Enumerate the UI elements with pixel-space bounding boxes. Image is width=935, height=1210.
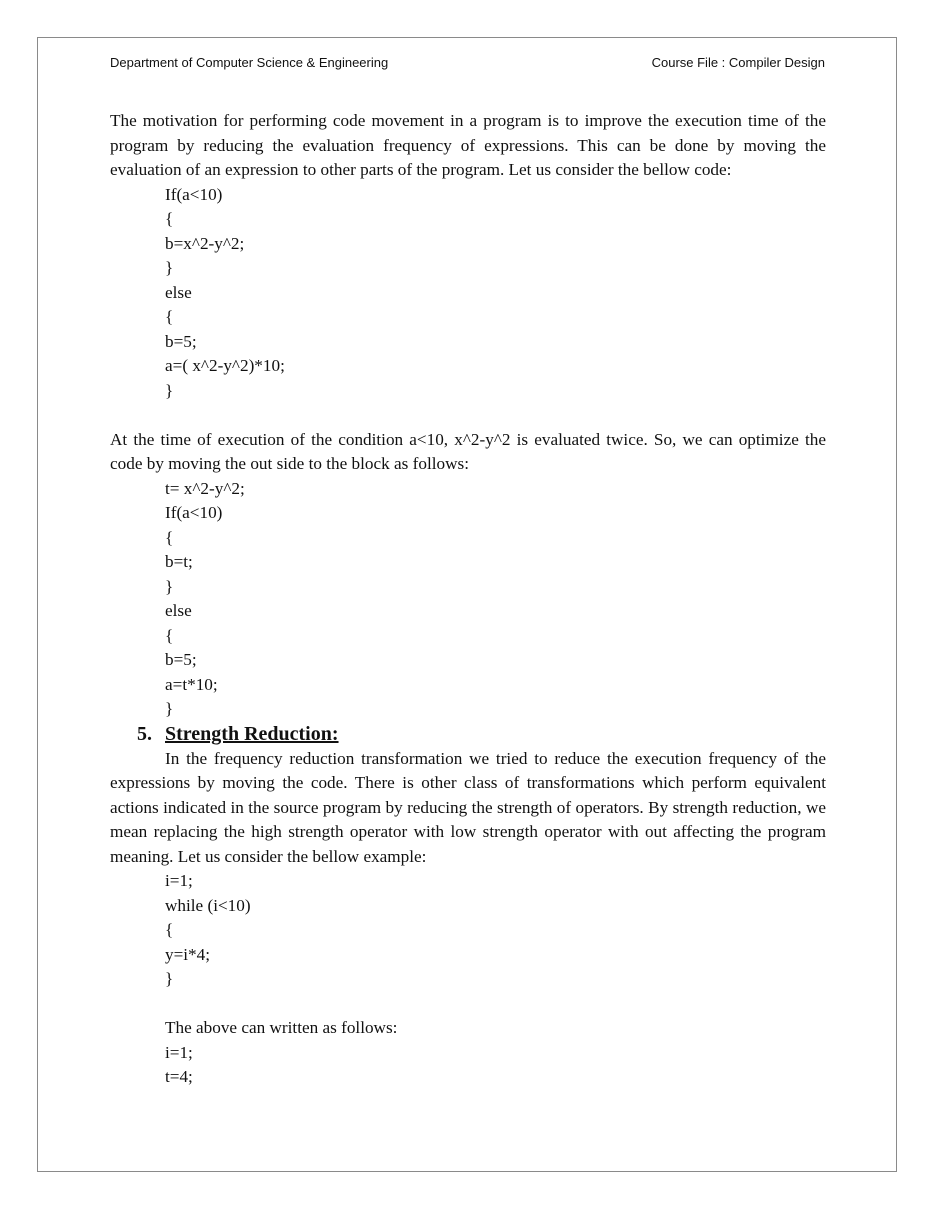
- section-heading: [110, 721, 826, 747]
- code-line: a=( x^2-y^2)*10;: [165, 356, 285, 375]
- code-line: {: [165, 307, 174, 326]
- code-line: }: [165, 380, 174, 400]
- section-number: 5.: [137, 722, 152, 745]
- code-line: If(a<10): [165, 184, 223, 204]
- code-line: a=t*10;: [165, 674, 218, 694]
- code-line: {: [165, 625, 174, 645]
- code-line: while (i<10): [165, 895, 251, 915]
- code-line: b=5;: [165, 331, 197, 351]
- code-line: }: [165, 576, 174, 596]
- code-line: i=1;: [165, 871, 193, 890]
- section-paragraph: In the frequency reduction transformation we tried to reduce the execution frequency of the expressions by moving the code. There is other class of transformations which perform equivalent actions indicated in the source program by reducing the strength of operators. By strength reduction, we mean replacing the high strength operator with low strength operator with out affecting the program meaning. Let us consider the bellow example:: [110, 748, 826, 866]
- code-line: else: [165, 282, 192, 302]
- middle-paragraph: At the time of execution of the condition a<10, x^2-y^2 is evaluated twice. So, we can optimize the code by moving the out side to the block as follows:: [110, 429, 826, 473]
- code-line: y=i*4;: [165, 944, 211, 964]
- code-block-3: [110, 869, 826, 992]
- code-line: If(a<10): [165, 503, 223, 522]
- code-line: }: [165, 699, 174, 718]
- page-content: [110, 109, 826, 1090]
- code-block-1: [110, 183, 826, 404]
- header-department: Department of Computer Science & Engineering: [110, 55, 389, 70]
- code-line: {: [165, 209, 174, 228]
- code-line: }: [165, 258, 174, 277]
- code-line: else: [165, 601, 192, 620]
- rewrite-line: The above can written as follows:: [165, 1018, 398, 1037]
- code-line: i=1;: [165, 1042, 193, 1062]
- code-line: }: [165, 969, 174, 988]
- intro-paragraph: The motivation for performing code movement in a program is to improve the execution time of the program by reducing the evaluation frequency of expressions. This can be done by moving the evaluation of an expression to other parts of the program. Let us consider the bellow code:: [110, 111, 826, 179]
- code-line: t=4;: [165, 1067, 193, 1086]
- header-course: Course File : Compiler Design: [651, 55, 825, 70]
- code-line: b=5;: [165, 650, 197, 669]
- code-line: {: [165, 527, 174, 547]
- code-line: t= x^2-y^2;: [165, 478, 245, 498]
- code-line: b=t;: [165, 552, 193, 571]
- code-line: {: [165, 920, 174, 939]
- code-block-4: [110, 1041, 826, 1090]
- section-title: Strength Reduction:: [165, 722, 339, 745]
- code-line: b=x^2-y^2;: [165, 233, 245, 253]
- code-block-2: [110, 477, 826, 722]
